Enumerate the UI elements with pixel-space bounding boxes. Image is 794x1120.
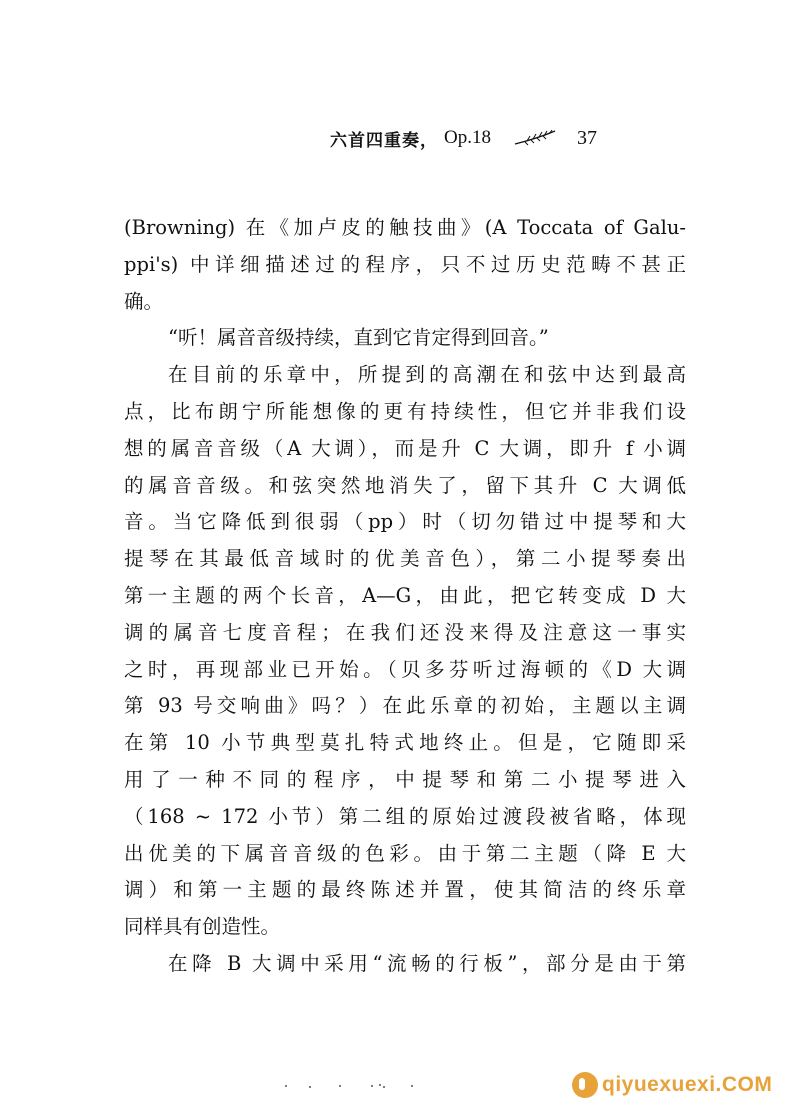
text-line: 之时，再现部业已开始。（贝多芬听过海顿的《D 大调 xyxy=(124,657,686,681)
text-line: 同样具有创造性。 xyxy=(124,915,281,939)
text-line: 在降 B 大调中采用“流畅的行板”，部分是由于第 xyxy=(168,951,686,975)
text-line: 在第 10 小节典型莫扎特式地终止。但是，它随即采 xyxy=(124,731,686,755)
text-line: 想的属音音级（A 大调），而是升 C 大调，即升 f 小调 xyxy=(124,436,686,460)
page-number: 37 xyxy=(576,126,597,149)
text-line: 在目前的乐章中，所提到的高潮在和弦中达到最高 xyxy=(168,363,686,387)
text-line: “听！属音音级持续，直到它肯定得到回音。” xyxy=(168,326,549,350)
text-line: 音。当它降低到很弱（pp）时（切勿错过中提琴和大 xyxy=(124,510,686,534)
text-line: 调）和第一主题的最终陈述并置，使其简洁的终乐章 xyxy=(124,878,686,902)
watermark-text: qiyuexuexi.COM xyxy=(602,1073,773,1096)
watermark xyxy=(572,1068,772,1102)
feather-ornament-icon xyxy=(513,129,557,147)
header-title: 六首四重奏， xyxy=(330,130,438,151)
text-line: 调的属音七度音程；在我们还没来得及注意这一事实 xyxy=(124,620,686,644)
text-line: 提琴在其最低音域时的优美音色），第二小提琴奏出 xyxy=(124,547,686,571)
note-logo-icon xyxy=(572,1072,598,1098)
text-line: 用了一种不同的程序，中提琴和第二小提琴进入 xyxy=(124,767,686,791)
text-line: 的属音音级。和弦突然地消失了，留下其升 C 大调低 xyxy=(124,473,686,497)
header-opus: Op.18 xyxy=(444,127,491,148)
text-line: (Browning) 在《加卢皮的触技曲》(A Toccata of Galu- xyxy=(124,216,686,239)
text-line: （168 ~ 172 小节）第二组的原始过渡段被省略，体现 xyxy=(124,804,686,828)
text-line: 第一主题的两个长音，A—G，由此，把它转变成 D 大 xyxy=(124,583,686,607)
text-line: 点，比布朗宁所能想像的更有持续性，但它并非我们设 xyxy=(124,399,686,423)
text-line: 出优美的下属音音级的色彩。由于第二主题（降 E 大 xyxy=(124,841,686,865)
running-header xyxy=(330,122,597,154)
text-line: 第 93 号交响曲》吗？）在此乐章的初始，主题以主调 xyxy=(124,694,686,718)
scan-noise-dots xyxy=(280,1080,440,1092)
body-text xyxy=(124,210,686,983)
text-line: ppi's) 中详细描述过的程序，只不过历史范畴不甚正 xyxy=(124,252,686,276)
text-line: 确。 xyxy=(124,289,164,313)
